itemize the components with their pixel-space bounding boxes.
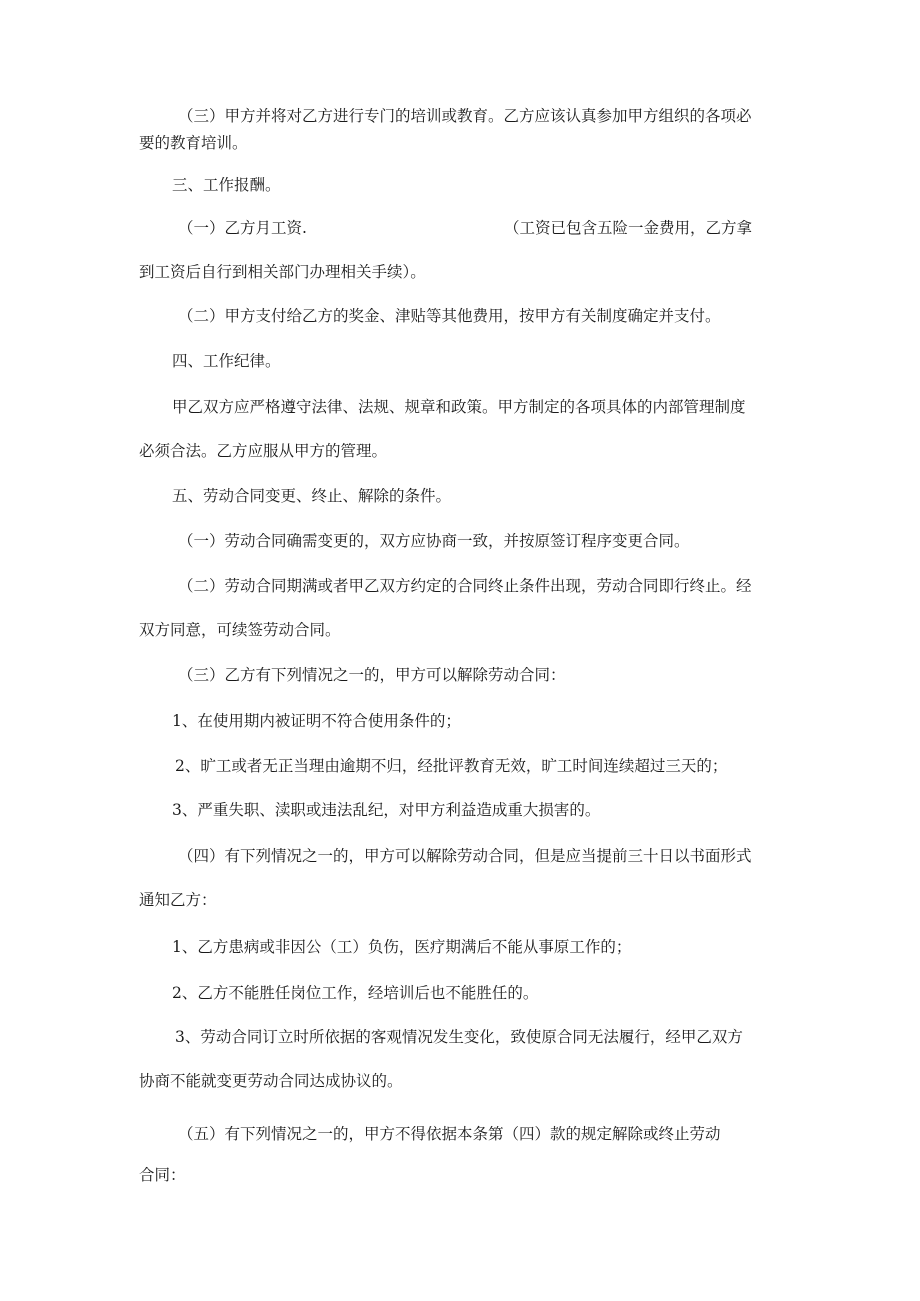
list-item: 1、乙方患病或非因公（工）负伤，医疗期满后不能从事原工作的； bbox=[172, 938, 632, 956]
paragraph-line: 甲乙双方应严格遵守法律、法规、规章和政策。甲方制定的各项具体的内部管理制度 bbox=[172, 398, 746, 416]
paragraph-line: 双方同意，可续签劳动合同。 bbox=[139, 621, 341, 639]
paragraph-line: 到工资后自行到相关部门办理相关手续）。 bbox=[139, 263, 426, 281]
section-heading: 三、工作报酬。 bbox=[172, 176, 281, 194]
paragraph-line: （三）乙方有下列情况之一的，甲方可以解除劳动合同： bbox=[178, 666, 566, 684]
paragraph-line: （五）有下列情况之一的，甲方不得依据本条第（四）款的规定解除或终止劳动 bbox=[178, 1125, 721, 1143]
list-item: 3、严重失职、渎职或违法乱纪，对甲方利益造成重大损害的。 bbox=[172, 801, 601, 819]
paragraph-line: 通知乙方： bbox=[139, 891, 217, 909]
list-item: 1、在使用期内被证明不符合使用条件的； bbox=[172, 712, 461, 730]
list-item: 2、旷工或者无正当理由逾期不归，经批评教育无效，旷工时间连续超过三天的； bbox=[175, 757, 728, 775]
list-item: 2、乙方不能胜任岗位工作，经培训后也不能胜任的。 bbox=[172, 984, 539, 1002]
paragraph-line: 要的教育培训。 bbox=[139, 134, 248, 152]
list-item: 3、劳动合同订立时所依据的客观情况发生变化，致使原合同无法履行，经甲乙双方 bbox=[175, 1028, 743, 1046]
paragraph-line: （工资已包含五险一金费用，乙方拿 bbox=[504, 219, 753, 237]
paragraph-line: （一）劳动合同确需变更的，双方应协商一致，并按原签订程序变更合同。 bbox=[178, 532, 690, 550]
paragraph-line: 协商不能就变更劳动合同达成协议的。 bbox=[139, 1072, 403, 1090]
paragraph-line: （二）甲方支付给乙方的奖金、津贴等其他费用，按甲方有关制度确定并支付。 bbox=[178, 307, 721, 325]
paragraph-line: （一）乙方月工资. bbox=[178, 219, 307, 237]
paragraph-line: （二）劳动合同期满或者甲乙双方约定的合同终止条件出现，劳动合同即行终止。经 bbox=[178, 577, 752, 595]
section-heading: 四、工作纪律。 bbox=[172, 352, 281, 370]
paragraph-line: 合同： bbox=[139, 1166, 186, 1184]
section-heading: 五、劳动合同变更、终止、解除的条件。 bbox=[172, 487, 452, 505]
paragraph-line: （四）有下列情况之一的，甲方可以解除劳动合同，但是应当提前三十日以书面形式 bbox=[178, 847, 752, 865]
paragraph-line: （三）甲方并将对乙方进行专门的培训或教育。乙方应该认真参加甲方组织的各项必 bbox=[178, 107, 752, 125]
paragraph-line: 必须合法。乙方应服从甲方的管理。 bbox=[139, 442, 388, 460]
